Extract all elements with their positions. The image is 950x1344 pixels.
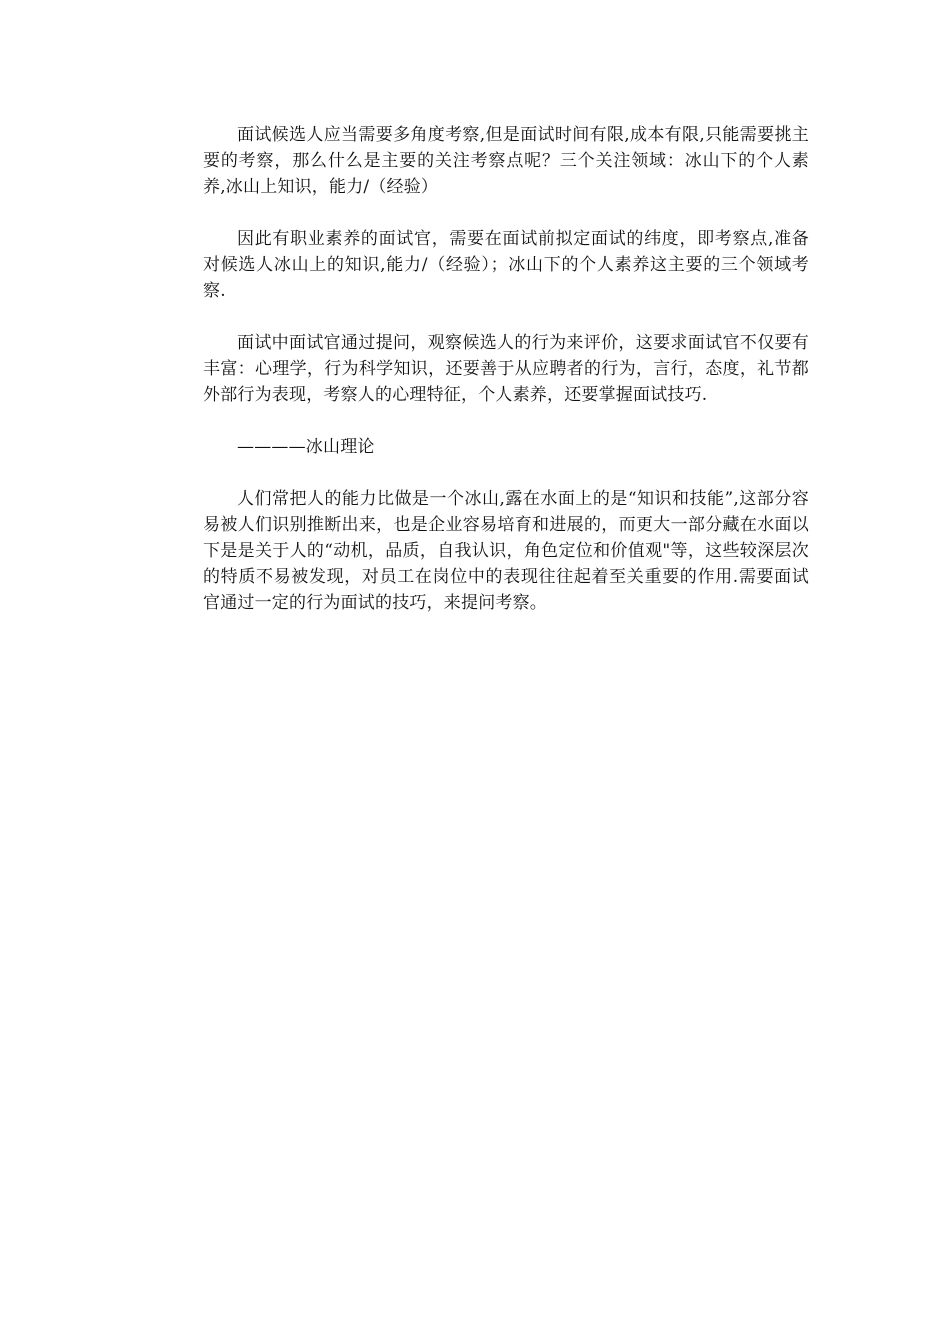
paragraph-interview-dimensions: 面试候选人应当需要多角度考察,但是面试时间有限,成本有限,只能需要挑主要的考察，那么什么是主要的关注考察点呢？三个关注领域：冰山下的个人素养,冰山上知识，能力/（经验） bbox=[203, 125, 809, 197]
paragraph-interviewer-preparation: 因此有职业素养的面试官，需要在面试前拟定面试的纬度，即考察点,准备对候选人冰山上的知识,能力/（经验）；冰山下的个人素养这主要的三个领域考察. bbox=[203, 229, 809, 301]
paragraph-iceberg-explanation: 人们常把人的能力比做是一个冰山,露在水面上的是“知识和技能”,这部分容易被人们识别推断出来，也是企业容易培育和进展的，而更大一部分藏在水面以下是是关于人的“动机，品质，自我认识，角色定位和价值观"等，这些较深层次的特质不易被发现，对员工在岗位中的表现往往起着至关重要的作用.需要面试官通过一定的行为面试的技巧，来提问考察。 bbox=[203, 489, 809, 613]
paragraph-interview-skills: 面试中面试官通过提问，观察候选人的行为来评价，这要求面试官不仅要有丰富：心理学，行为科学知识，还要善于从应聘者的行为，言行，态度，礼节都外部行为表现，考察人的心理特征，个人素养，还要掌握面试技巧. bbox=[203, 333, 809, 405]
document-body bbox=[203, 122, 809, 642]
iceberg-theory-heading: ————冰山理论 bbox=[237, 437, 375, 457]
